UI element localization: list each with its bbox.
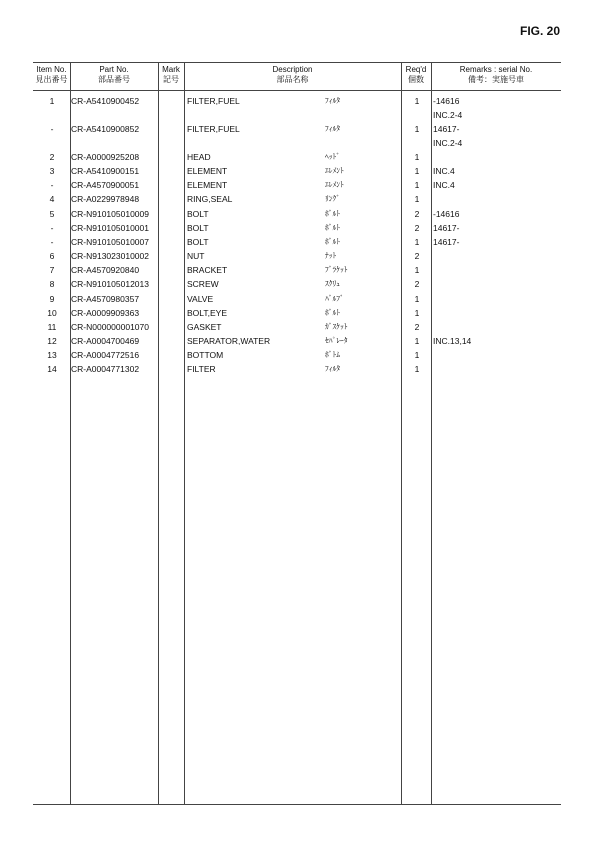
- description-jp: ﾎﾞﾄﾑ: [325, 350, 340, 359]
- required-qty: 2: [414, 209, 420, 219]
- item-number: -: [50, 237, 54, 247]
- table-row: [33, 308, 561, 322]
- required-qty: 1: [414, 166, 420, 176]
- table-row: [33, 96, 561, 120]
- description-jp: ﾎﾞﾙﾄ: [325, 308, 340, 317]
- item-number: -: [50, 223, 54, 233]
- table-row: [33, 251, 561, 265]
- item-number: -: [50, 180, 54, 190]
- item-number: 2: [49, 152, 55, 162]
- part-number: CR-N910105012013: [71, 279, 149, 289]
- table-row: [33, 194, 561, 208]
- header-desc: [184, 65, 401, 85]
- item-number: 3: [49, 166, 55, 176]
- header-item-en: Item No.: [36, 65, 67, 74]
- description-jp: ﾌｨﾙﾀ: [325, 96, 340, 105]
- table-row: [33, 237, 561, 251]
- header-remarks-en: Remarks : serial No.: [459, 65, 533, 74]
- figure-label: FIG. 20: [519, 24, 560, 38]
- required-qty: 1: [414, 350, 420, 360]
- part-number: CR-A0229978948: [71, 194, 140, 204]
- description: GASKET: [187, 322, 222, 332]
- required-qty: 1: [414, 308, 420, 318]
- required-qty: 2: [414, 322, 420, 332]
- description: FILTER: [187, 364, 216, 374]
- required-qty: 1: [414, 180, 420, 190]
- header-item-jp: 見出番号: [35, 75, 68, 84]
- part-number: CR-A0004772516: [71, 350, 140, 360]
- description-jp: ﾌｨﾙﾀ: [325, 124, 340, 133]
- description-jp: ﾎﾞﾙﾄ: [325, 209, 340, 218]
- description: BOTTOM: [187, 350, 224, 360]
- required-qty: 1: [414, 152, 420, 162]
- table-row: [33, 152, 561, 166]
- table-row: [33, 322, 561, 336]
- description-jp: ｴﾚﾒﾝﾄ: [325, 180, 344, 189]
- part-number: CR-N910105010007: [71, 237, 149, 247]
- required-qty: 1: [414, 124, 420, 134]
- item-number: 7: [49, 265, 55, 275]
- header-req-jp: 個数: [408, 75, 424, 84]
- required-qty: 2: [414, 279, 420, 289]
- remarks: -14616: [433, 209, 460, 219]
- description-jp: ﾎﾞﾙﾄ: [325, 223, 340, 232]
- header-desc-jp: 部品名称: [276, 75, 309, 84]
- table-row: [33, 336, 561, 350]
- description: SEPARATOR,WATER: [187, 336, 271, 346]
- part-number: CR-A4570900051: [71, 180, 140, 190]
- header-req-en: Req'd: [405, 65, 427, 74]
- remarks: 14617-: [433, 124, 460, 134]
- table-top-border: [33, 62, 561, 63]
- header-item: [33, 65, 70, 85]
- table-row: [33, 279, 561, 293]
- description: ELEMENT: [187, 166, 228, 176]
- part-number: CR-A5410900151: [71, 166, 140, 176]
- table-row: [33, 223, 561, 237]
- description-jp: ｾﾊﾟﾚｰﾀ: [325, 336, 348, 345]
- description: NUT: [187, 251, 205, 261]
- description: FILTER,FUEL: [187, 124, 240, 134]
- item-number: 4: [49, 194, 55, 204]
- required-qty: 1: [414, 237, 420, 247]
- part-number: CR-A4570920840: [71, 265, 140, 275]
- item-number: 6: [49, 251, 55, 261]
- required-qty: 1: [414, 265, 420, 275]
- required-qty: 1: [414, 364, 420, 374]
- part-number: CR-N000000001070: [71, 322, 149, 332]
- item-number: 8: [49, 279, 55, 289]
- table-row: [33, 209, 561, 223]
- description: VALVE: [187, 294, 214, 304]
- part-number: CR-A0004771302: [71, 364, 140, 374]
- description: BOLT: [187, 237, 209, 247]
- description-jp: ﾊﾞﾙﾌﾞ: [325, 294, 344, 303]
- item-number: 14: [47, 364, 57, 374]
- description-jp: ﾍｯﾄﾞ: [325, 152, 340, 161]
- part-number: CR-N910105010009: [71, 209, 149, 219]
- description: BRACKET: [187, 265, 228, 275]
- description: BOLT,EYE: [187, 308, 227, 318]
- description: FILTER,FUEL: [187, 96, 240, 106]
- part-number: CR-A0004700469: [71, 336, 140, 346]
- description-jp: ﾌﾞﾗｹｯﾄ: [325, 265, 348, 274]
- remarks-line-2: INC.2-4: [433, 110, 463, 120]
- required-qty: 1: [414, 96, 420, 106]
- description-jp: ｽｸﾘｭ: [325, 279, 340, 288]
- header-divider: [33, 90, 561, 91]
- required-qty: 2: [414, 251, 420, 261]
- header-part-en: Part No.: [99, 65, 129, 74]
- part-number: CR-N910105010001: [71, 223, 149, 233]
- part-number: CR-A4570980357: [71, 294, 140, 304]
- header-desc-en: Description: [272, 65, 313, 74]
- item-number: 10: [47, 308, 57, 318]
- description: RING,SEAL: [187, 194, 233, 204]
- item-number: 12: [47, 336, 57, 346]
- description: BOLT: [187, 209, 209, 219]
- table-row: [33, 350, 561, 364]
- remarks: INC.13,14: [433, 336, 472, 346]
- item-number: 11: [47, 322, 57, 332]
- header-mark-jp: 記号: [163, 75, 179, 84]
- header-remarks: [431, 65, 561, 85]
- description: ELEMENT: [187, 180, 228, 190]
- part-number: CR-A5410900852: [71, 124, 140, 134]
- description: SCREW: [187, 279, 219, 289]
- header-mark-en: Mark: [162, 65, 180, 74]
- description-jp: ｶﾞｽｹｯﾄ: [325, 322, 348, 331]
- table-row: [33, 364, 561, 378]
- item-number: 1: [49, 96, 55, 106]
- header-part: [70, 65, 158, 85]
- table-row: [33, 294, 561, 308]
- item-number: -: [50, 124, 54, 134]
- required-qty: 1: [414, 294, 420, 304]
- header-req: [401, 65, 431, 85]
- description-jp: ﾘﾝｸﾞ: [325, 194, 340, 203]
- description-jp: ﾎﾞﾙﾄ: [325, 237, 340, 246]
- remarks: -14616: [433, 96, 460, 106]
- part-number: CR-A5410900452: [71, 96, 140, 106]
- description-jp: ﾅｯﾄ: [325, 251, 337, 260]
- description: HEAD: [187, 152, 211, 162]
- description-jp: ｴﾚﾒﾝﾄ: [325, 166, 344, 175]
- description: BOLT: [187, 223, 209, 233]
- item-number: 13: [47, 350, 57, 360]
- part-number: CR-A0000925208: [71, 152, 140, 162]
- header-part-jp: 部品番号: [98, 75, 130, 84]
- table-row: [33, 124, 561, 148]
- item-number: 9: [49, 294, 55, 304]
- remarks: INC.4: [433, 166, 455, 176]
- table-row: [33, 166, 561, 180]
- required-qty: 1: [414, 336, 420, 346]
- required-qty: 1: [414, 194, 420, 204]
- header-remarks-jp: 備考：実施号車: [468, 75, 524, 84]
- table-row: [33, 180, 561, 194]
- remarks: INC.4: [433, 180, 455, 190]
- remarks: 14617-: [433, 237, 460, 247]
- remarks: 14617-: [433, 223, 460, 233]
- part-number: CR-A0009909363: [71, 308, 140, 318]
- table-row: [33, 265, 561, 279]
- table-bottom-border: [33, 804, 561, 805]
- item-number: 5: [49, 209, 55, 219]
- part-number: CR-N913023010002: [71, 251, 149, 261]
- required-qty: 2: [414, 223, 420, 233]
- header-mark: [158, 65, 184, 85]
- description-jp: ﾌｨﾙﾀ: [325, 364, 340, 373]
- remarks-line-2: INC.2-4: [433, 138, 463, 148]
